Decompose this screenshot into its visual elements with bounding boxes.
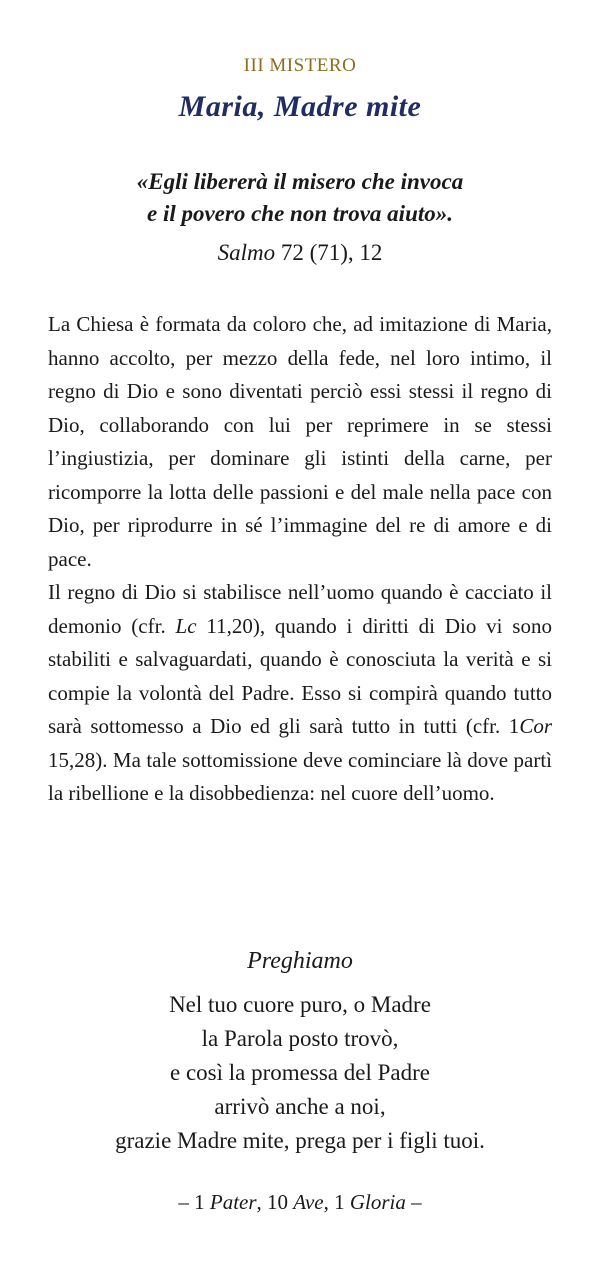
page-title: Maria, Madre mite <box>178 90 422 123</box>
footer-text: , 1 <box>323 1190 350 1214</box>
footer-ave: Ave <box>293 1190 324 1214</box>
prayer-line: grazie Madre mite, prega per i figli tuoi. <box>115 1128 485 1153</box>
meditation-paragraph: La Chiesa è formata da coloro che, ad imitazione di Maria, hanno accolto, per mezzo della fede, nel loro intimo, il regno di Dio e sono diventati perciò essi stessi il regno di Dio, collaborando con lui per reprimere in se stessi l’ingiustizia, per dominare gli istinti della carne, per ricomporre la lotta delle passioni e del male nella pace con Dio, per riprodurre in sé l’immagine del re di amore e di pace. <box>48 312 552 571</box>
footer-text: , 10 <box>256 1190 294 1214</box>
footer-gloria: Gloria <box>349 1190 406 1214</box>
prayer-heading: Preghiamo <box>247 948 353 974</box>
prayer-line: e così la promessa del Padre <box>170 1060 430 1085</box>
footer-pater: Pater <box>209 1190 257 1214</box>
footer-text: – 1 <box>178 1190 210 1214</box>
prayer-line: arrivò anche a noi, <box>214 1094 386 1119</box>
text-run: Il regno di Dio si stabilisce nell’uomo quando è cacciato il demonio (cfr. <box>48 580 552 638</box>
quote-line: e il povero che non trova aiuto». <box>146 201 454 226</box>
reference-verse: 72 (71), 12 <box>275 240 383 265</box>
prayer-line: la Parola posto trovò, <box>201 1026 399 1051</box>
psalm-reference <box>0 240 600 266</box>
prayer-text <box>0 988 600 1158</box>
quote-line: «Egli libererà il misero che invoca <box>136 169 464 194</box>
prayer-count-footer <box>0 1190 600 1215</box>
meditation-text <box>48 308 552 811</box>
footer-text: – <box>405 1190 422 1214</box>
text-run: 11,20), quando i diritti di Dio vi sono stabiliti e salvaguardati, quando è conosciuta la verità e si compie la volontà del Padre. Esso si compirà quando tutto sarà sottomesso a Dio ed gli sarà tutto in tutti (cfr. 1 <box>48 613 552 738</box>
citation-lc: Lc <box>175 613 197 638</box>
meditation-paragraph <box>48 576 552 811</box>
reference-book: Salmo <box>217 240 276 265</box>
citation-cor: Cor <box>519 714 552 738</box>
mystery-number: III MISTERO <box>243 55 357 76</box>
psalm-quote <box>0 166 600 230</box>
prayer-line: Nel tuo cuore puro, o Madre <box>169 992 431 1017</box>
text-run: 15,28). Ma tale sottomissione deve cominciare là dove partì la ribellione e la disobbedienza: nel cuore dell’uomo. <box>48 747 552 805</box>
